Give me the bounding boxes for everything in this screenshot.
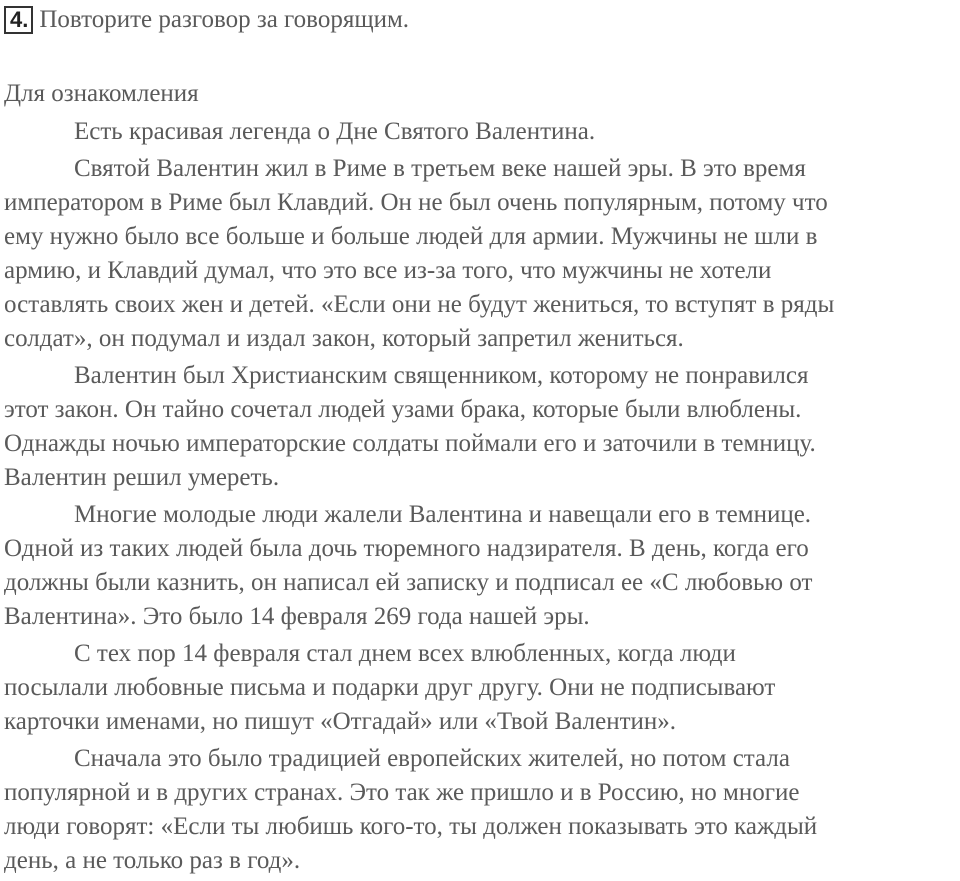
text-line: этот закон. Он тайно сочетал людей узами брака, которые были влюблены. [4,396,802,423]
text-line: ему нужно было все больше и больше людей для армии. Мужчины не шли в [4,223,818,250]
section-label: Для ознакомления [4,80,199,107]
text-line: Есть красивая легенда о Дне Святого Валентина. [74,118,596,145]
text-line: Многие молодые люди жалели Валентина и навещали его в темнице. [74,501,812,528]
text-line: посылали любовные письма и подарки друг другу. Они не подписывают [4,674,776,701]
text-line: день, а не только раз в год». [4,847,301,874]
text-line: оставлять своих жен и детей. «Если они не будут жениться, то вступят в ряды [4,291,835,318]
text-line: Валентин решил умереть. [4,464,280,491]
task-header [4,5,409,35]
task-number-badge: 4. [4,6,33,34]
paragraph-6 [4,742,956,878]
paragraph-4 [4,498,956,634]
text-line: Валентин был Христианским священником, которому не понравился [74,362,809,389]
task-instruction: Повторите разговор за говорящим. [39,6,410,33]
text-line: должны были казнить, он написал ей записку и подписал ее «С любовью от [4,569,813,596]
text-line: Сначала это было традицией европейских жителей, но потом стала [74,745,790,772]
text-line: солдат», он подумал и издал закон, который запретил жениться. [4,325,684,352]
text-line: люди говорят: «Если ты любишь кого-то, ты должен показывать это каждый [4,813,818,840]
paragraph-1 [4,115,956,149]
text-line: С тех пор 14 февраля стал днем всех влюбленных, когда люди [74,640,736,667]
paragraph-2 [4,152,956,356]
text-line: императором в Риме был Клавдий. Он не был очень популярным, потому что [4,189,828,216]
paragraph-5 [4,637,956,739]
text-line: армию, и Клавдий думал, что это все из-за того, что мужчины не хотели [4,257,772,284]
legend-text [4,115,956,881]
text-line: Однажды ночью императорские солдаты поймали его и заточили в темницу. [4,430,816,457]
text-line: популярной и в других странах. Это так же пришло и в Россию, но многие [4,779,800,806]
text-line: карточки именами, но пишут «Отгадай» или «Твой Валентин». [4,708,677,735]
text-line: Одной из таких людей была дочь тюремного надзирателя. В день, когда его [4,535,809,562]
paragraph-3 [4,359,956,495]
text-line: Святой Валентин жил в Риме в третьем веке нашей эры. В это время [74,155,806,182]
text-line: Валентина». Это было 14 февраля 269 года нашей эры. [4,603,590,630]
